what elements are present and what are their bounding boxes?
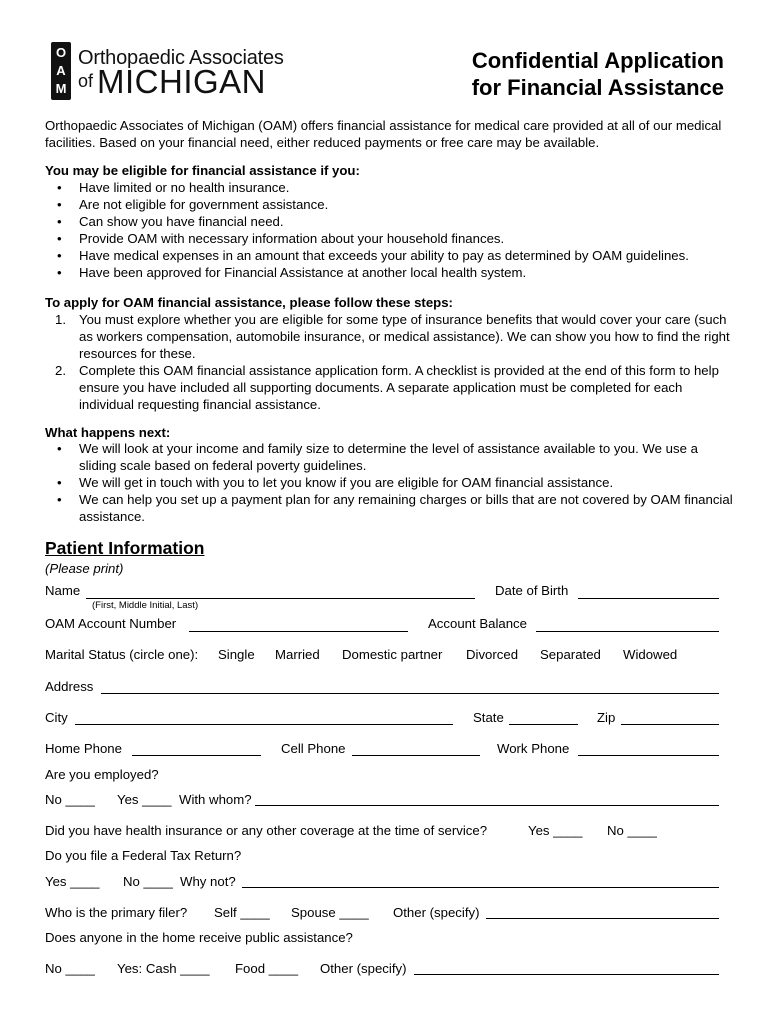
- list-item: • Are not eligible for government assistance.: [45, 196, 735, 213]
- work-phone-label: Work Phone: [497, 741, 570, 756]
- list-item: • We can help you set up a payment plan for any remaining charges or bills that are not covered by OAM financial assistance.: [45, 491, 735, 525]
- insurance-no-option[interactable]: No ____: [607, 823, 657, 838]
- name-field[interactable]: [86, 598, 475, 599]
- logo-letter-a: A: [56, 63, 66, 78]
- employed-no-option[interactable]: No ____: [45, 792, 95, 807]
- marital-option-domestic-partner[interactable]: Domestic partner: [342, 647, 443, 662]
- tax-no-option[interactable]: No ____: [123, 874, 173, 889]
- with-whom-field[interactable]: [255, 805, 719, 806]
- logo-letter-o: O: [55, 45, 67, 60]
- cell-phone-label: Cell Phone: [281, 741, 346, 756]
- list-item: • Have limited or no health insurance.: [45, 179, 735, 196]
- zip-label: Zip: [597, 710, 616, 725]
- list-item: • Have been approved for Financial Assistance at another local health system.: [45, 264, 735, 281]
- account-number-field[interactable]: [189, 631, 408, 632]
- zip-field[interactable]: [621, 724, 719, 725]
- name-hint: (First, Middle Initial, Last): [92, 600, 199, 611]
- step-text: You must explore whether you are eligible for some type of insurance benefits that would cover your care (such as workers compensation, automobile insurance, or medical assistance). We can show you how to find the right resources for these.: [79, 312, 730, 361]
- please-print-note: (Please print): [45, 561, 124, 576]
- dob-label: Date of Birth: [495, 583, 569, 598]
- marital-option-widowed[interactable]: Widowed: [623, 647, 678, 662]
- address-label: Address: [45, 679, 94, 694]
- next-list: [45, 440, 735, 525]
- document-title: [472, 47, 724, 101]
- patient-info-heading: Patient Information: [45, 538, 205, 558]
- filer-spouse-option[interactable]: Spouse ____: [291, 905, 369, 920]
- account-number-label: OAM Account Number: [45, 616, 177, 631]
- step-number: 2.: [55, 363, 66, 378]
- title-line2: for Financial Assistance: [471, 75, 724, 100]
- with-whom-label: With whom?: [179, 792, 252, 807]
- public-assistance-question: Does anyone in the home receive public assistance?: [45, 930, 353, 945]
- home-phone-field[interactable]: [132, 755, 261, 756]
- list-item: • Have medical expenses in an amount that exceeds your ability to pay as determined by OAM guidelines.: [45, 247, 735, 264]
- logo-text-of: of: [78, 71, 94, 91]
- apply-steps: [45, 311, 735, 413]
- public-other-label: Other (specify): [320, 961, 407, 976]
- home-phone-label: Home Phone: [45, 741, 122, 756]
- oam-logo: [51, 42, 284, 100]
- filer-question: Who is the primary filer?: [45, 905, 188, 920]
- work-phone-field[interactable]: [578, 755, 719, 756]
- next-heading: What happens next:: [45, 425, 171, 440]
- title-line1: Confidential Application: [471, 48, 724, 73]
- employed-question: Are you employed?: [45, 767, 159, 782]
- public-food-option[interactable]: Food ____: [235, 961, 299, 976]
- filer-other-field[interactable]: [486, 918, 719, 919]
- logo-text-michigan: MICHIGAN: [97, 63, 266, 100]
- step-text: Complete this OAM financial assistance application form. A checklist is provided at the end of this form to help ensure you have included all supporting documents. A separate application must be completed for each individual requesting financial assistance.: [79, 363, 719, 412]
- logo-badge: [51, 42, 71, 100]
- dob-field[interactable]: [578, 598, 719, 599]
- list-item: [45, 311, 735, 362]
- marital-option-single[interactable]: Single: [218, 647, 255, 662]
- eligible-list: [45, 179, 735, 281]
- city-field[interactable]: [75, 724, 453, 725]
- marital-option-divorced[interactable]: Divorced: [466, 647, 519, 662]
- list-item: • We will get in touch with you to let you know if you are eligible for OAM financial assistance.: [45, 474, 735, 491]
- public-no-option[interactable]: No ____: [45, 961, 95, 976]
- filer-other-label: Other (specify): [393, 905, 480, 920]
- state-field[interactable]: [509, 724, 578, 725]
- tax-question: Do you file a Federal Tax Return?: [45, 848, 242, 863]
- account-balance-label: Account Balance: [428, 616, 527, 631]
- city-label: City: [45, 710, 68, 725]
- list-item: • Can show you have financial need.: [45, 213, 735, 230]
- marital-option-married[interactable]: Married: [275, 647, 320, 662]
- intro-paragraph: Orthopaedic Associates of Michigan (OAM) offers financial assistance for medical care provided at all of our medical facilities. Based on your financial need, either reduced payments or free care may be available.: [45, 118, 722, 150]
- insurance-yes-option[interactable]: Yes ____: [528, 823, 583, 838]
- why-not-field[interactable]: [242, 887, 719, 888]
- apply-heading: To apply for OAM financial assistance, please follow these steps:: [45, 295, 453, 310]
- marital-status-label: Marital Status (circle one):: [45, 647, 199, 662]
- cell-phone-field[interactable]: [352, 755, 480, 756]
- public-other-field[interactable]: [414, 974, 719, 975]
- logo-text-line1: Orthopaedic Associates: [78, 47, 284, 69]
- public-cash-option[interactable]: Yes: Cash ____: [117, 961, 210, 976]
- tax-yes-option[interactable]: Yes ____: [45, 874, 100, 889]
- logo-letter-m: M: [55, 81, 67, 96]
- account-balance-field[interactable]: [536, 631, 719, 632]
- marital-option-separated[interactable]: Separated: [540, 647, 601, 662]
- address-field[interactable]: [101, 693, 719, 694]
- insurance-question: Did you have health insurance or any other coverage at the time of service?: [45, 823, 488, 838]
- list-item: • We will look at your income and family size to determine the level of assistance available to you. We use a sliding scale based on federal poverty guidelines.: [45, 440, 735, 474]
- why-not-label: Why not?: [180, 874, 236, 889]
- name-label: Name: [45, 583, 81, 598]
- step-number: 1.: [55, 312, 66, 327]
- filer-self-option[interactable]: Self ____: [214, 905, 270, 920]
- list-item: • Provide OAM with necessary information about your household finances.: [45, 230, 735, 247]
- state-label: State: [473, 710, 504, 725]
- eligible-heading: You may be eligible for financial assistance if you:: [45, 163, 360, 178]
- list-item: [45, 362, 735, 413]
- employed-yes-option[interactable]: Yes ____: [117, 792, 172, 807]
